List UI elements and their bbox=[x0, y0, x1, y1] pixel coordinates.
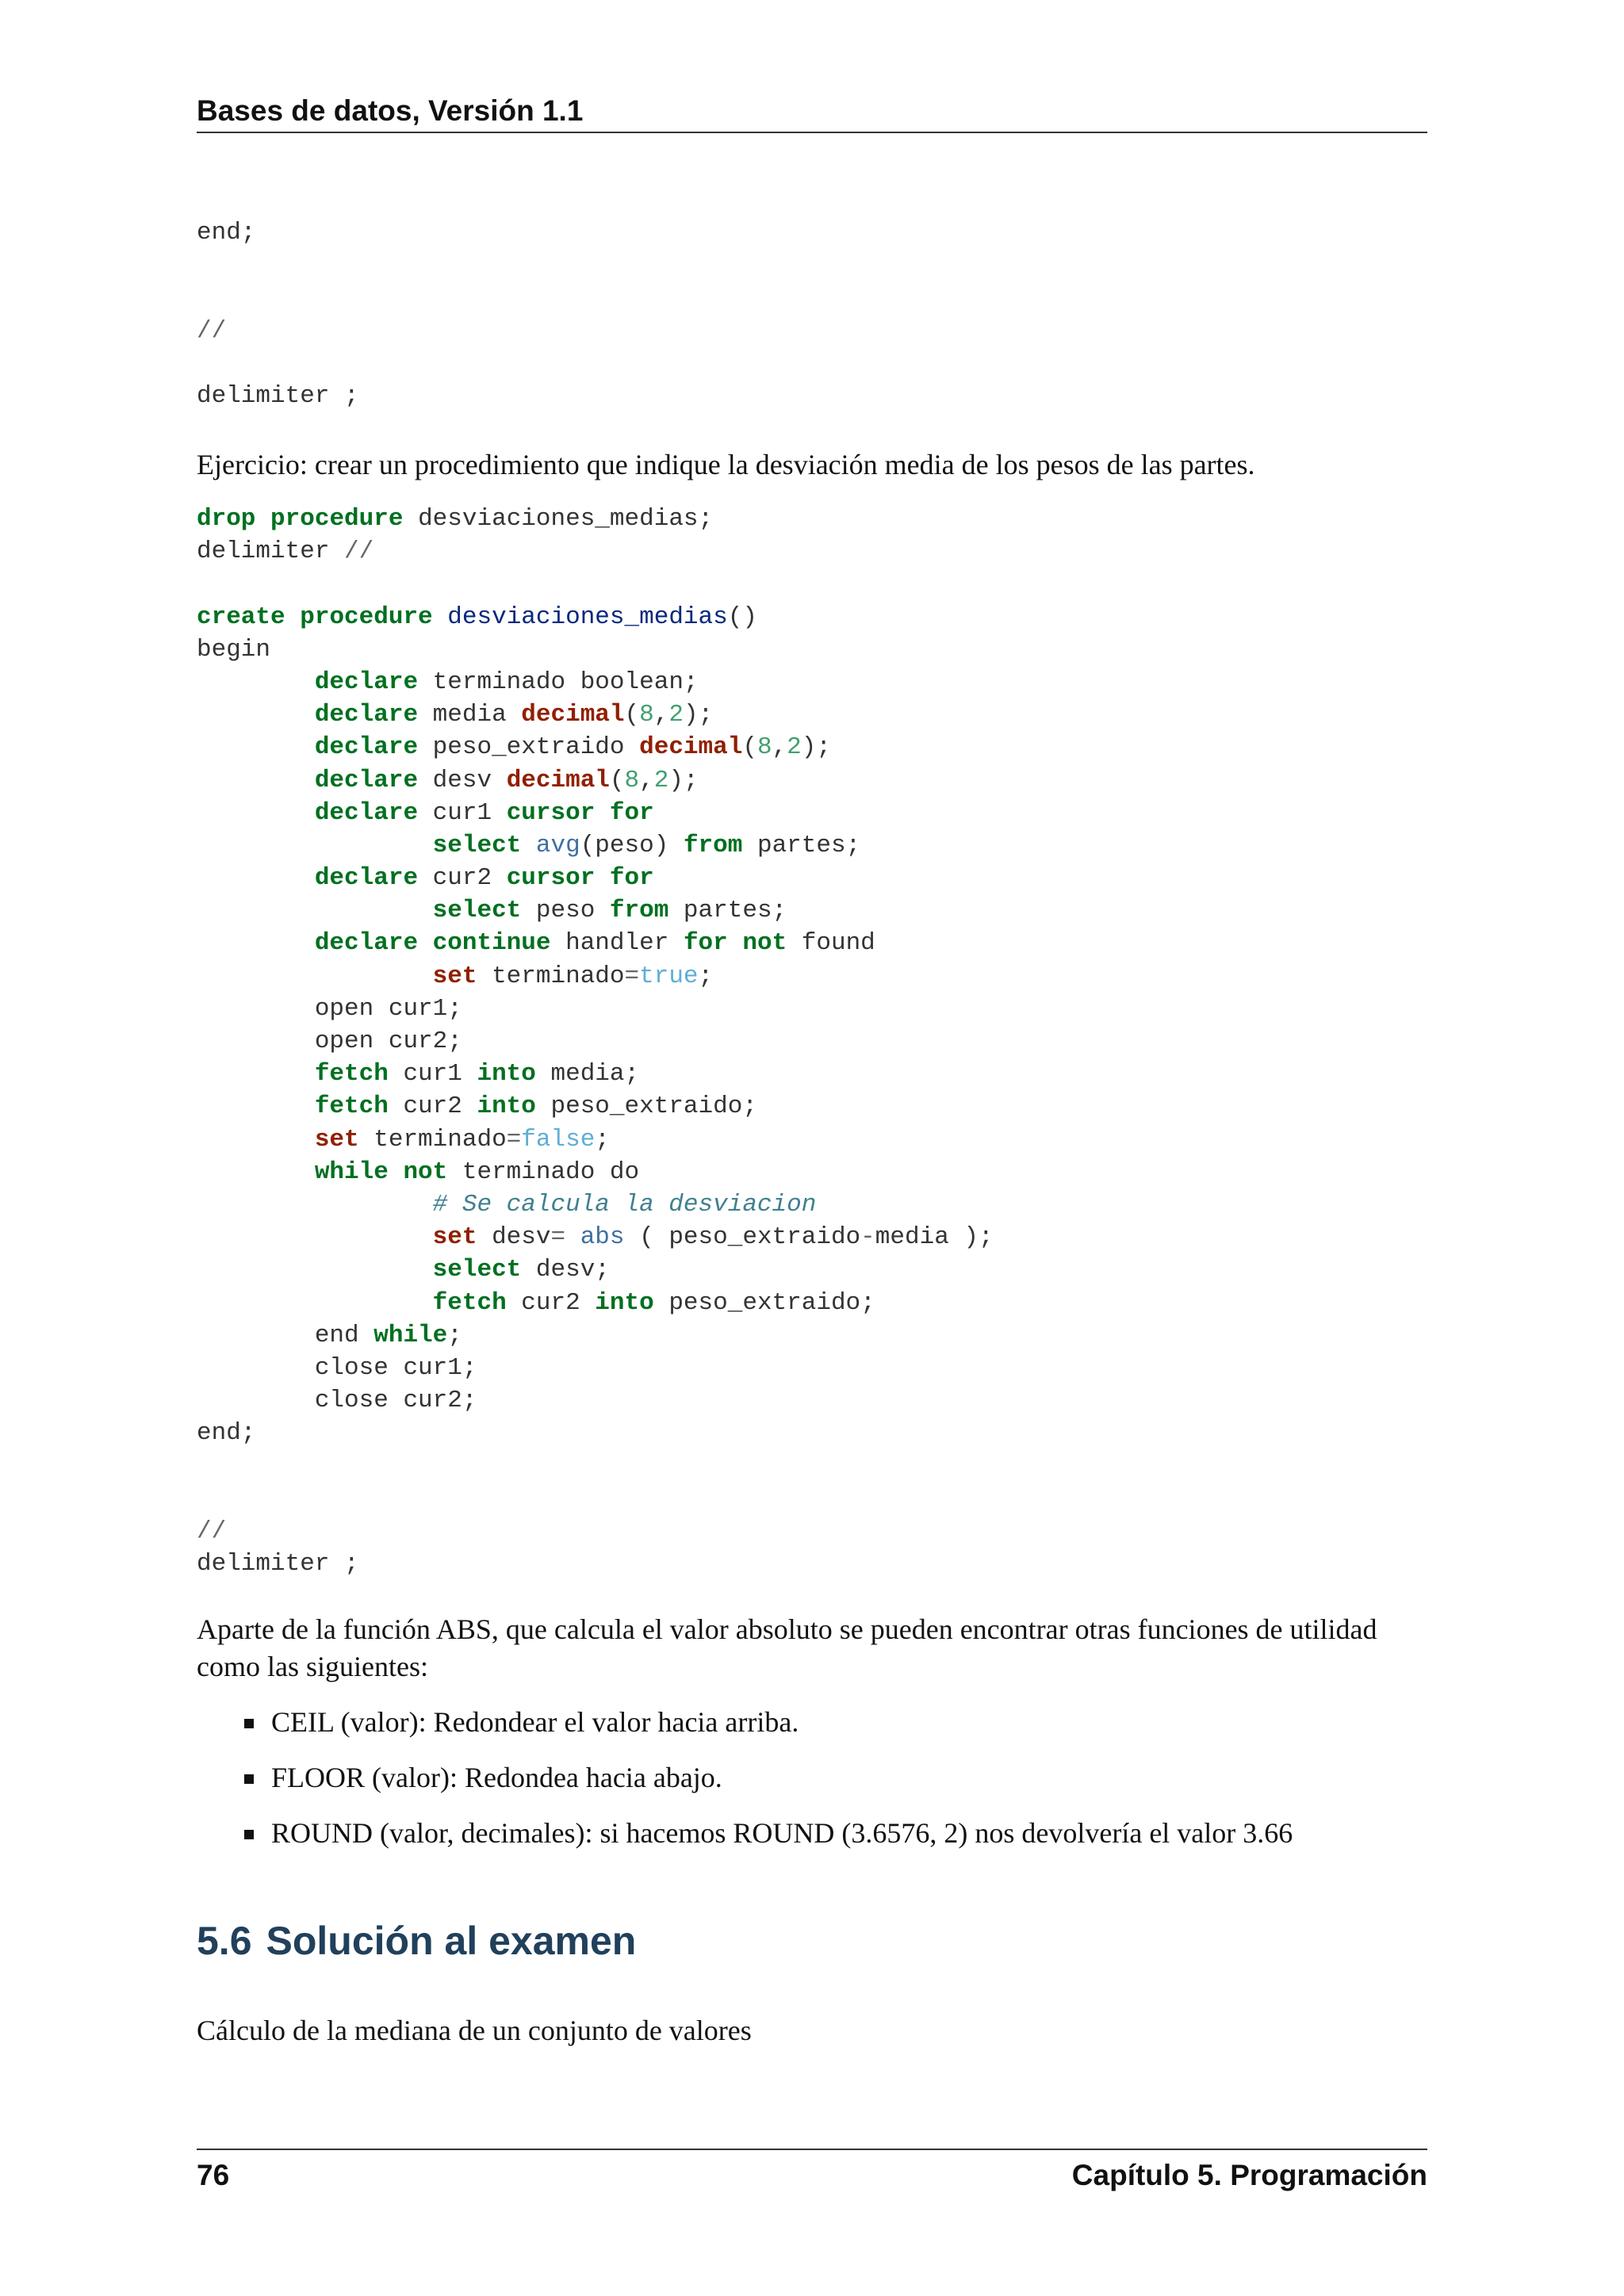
section-number: 5.6 bbox=[197, 1919, 252, 1963]
code-token: close cur1; bbox=[197, 1353, 477, 1382]
code-token: set bbox=[314, 1125, 359, 1154]
code-token: ); bbox=[801, 733, 831, 762]
code-token bbox=[595, 799, 610, 827]
code-token bbox=[197, 864, 315, 892]
code-line bbox=[197, 1515, 994, 1548]
code-token: 8 bbox=[639, 701, 654, 729]
section-heading bbox=[197, 1917, 636, 1965]
code-token: terminado bbox=[477, 962, 625, 990]
code-token: 2 bbox=[668, 701, 684, 729]
code-token bbox=[565, 1223, 580, 1251]
code-line bbox=[197, 1417, 994, 1449]
code-token bbox=[197, 668, 315, 696]
code-token bbox=[389, 1158, 404, 1186]
code-line bbox=[197, 666, 994, 698]
code-token: fetch bbox=[314, 1093, 389, 1121]
code-line bbox=[197, 1221, 994, 1253]
code-line bbox=[197, 1287, 994, 1319]
code-token: open cur1; bbox=[197, 994, 462, 1023]
code-token bbox=[197, 1256, 433, 1284]
code-token: continue bbox=[432, 929, 551, 958]
code-token: declare bbox=[314, 798, 419, 827]
code-token: ; bbox=[595, 1125, 610, 1154]
code-token: while bbox=[314, 1158, 389, 1186]
code-token: declare bbox=[314, 766, 419, 794]
code-token bbox=[197, 1060, 315, 1088]
code-token: delimiter bbox=[197, 538, 345, 566]
code-token: peso_extraido bbox=[418, 733, 640, 762]
code-token: from bbox=[683, 831, 743, 859]
code-token: true bbox=[639, 962, 699, 990]
code-line bbox=[197, 315, 359, 347]
code-token: ; bbox=[447, 1321, 462, 1349]
code-token: cur2 bbox=[506, 1288, 596, 1317]
code-line bbox=[197, 503, 994, 535]
code-token bbox=[197, 962, 433, 990]
code-token: desviaciones_medias; bbox=[403, 505, 714, 533]
code-block-top bbox=[197, 216, 359, 412]
code-token: = bbox=[506, 1125, 522, 1154]
code-line bbox=[197, 1384, 994, 1417]
code-token: peso_extraido; bbox=[653, 1288, 875, 1317]
code-token: for bbox=[609, 864, 654, 893]
code-token: media; bbox=[535, 1060, 640, 1089]
code-token: () bbox=[727, 603, 757, 631]
code-token: cur2 bbox=[388, 1093, 477, 1121]
code-token: false bbox=[521, 1125, 596, 1154]
code-token: ; bbox=[698, 962, 714, 990]
code-line bbox=[197, 1352, 994, 1384]
code-token bbox=[418, 929, 433, 957]
code-line bbox=[197, 1483, 994, 1515]
code-token: terminado boolean; bbox=[418, 668, 699, 696]
code-token: 2 bbox=[787, 733, 802, 762]
code-token bbox=[197, 1289, 433, 1317]
paragraph-abs: Aparte de la función ABS, que calcula el valor absoluto se pueden encontrar otras funciones de utilidad como las siguientes: bbox=[197, 1613, 1377, 1682]
code-token: peso_extraido; bbox=[535, 1093, 757, 1121]
code-token: terminado bbox=[358, 1125, 507, 1154]
code-token: select bbox=[432, 897, 522, 925]
code-token: drop bbox=[197, 505, 256, 533]
code-token: select bbox=[432, 1256, 522, 1284]
list-item-round: ROUND (valor, decimales): si hacemos ROUND (3.6576, 2) nos devolvería el valor 3.66 bbox=[197, 1815, 1427, 1870]
code-token: found bbox=[787, 929, 875, 958]
code-token: from bbox=[609, 897, 669, 925]
code-token: procedure bbox=[270, 505, 404, 533]
code-line bbox=[197, 380, 359, 412]
code-token: declare bbox=[314, 864, 419, 893]
code-token: set bbox=[432, 962, 477, 990]
code-token bbox=[197, 897, 433, 924]
code-token: (peso) bbox=[580, 831, 684, 859]
code-line bbox=[197, 1025, 994, 1058]
code-token: decimal bbox=[521, 701, 625, 729]
list-item-floor: FLOOR (valor): Redondea hacia abajo. bbox=[197, 1759, 1427, 1815]
code-token: avg bbox=[535, 831, 580, 859]
code-token: decimal bbox=[639, 733, 743, 762]
code-token: // bbox=[197, 316, 227, 345]
code-token: peso bbox=[521, 897, 610, 925]
code-line bbox=[197, 797, 994, 829]
code-line bbox=[197, 1123, 994, 1156]
code-token: cur1 bbox=[418, 798, 507, 827]
code-line bbox=[197, 960, 994, 993]
code-token bbox=[197, 767, 315, 794]
code-token: - bbox=[860, 1223, 875, 1252]
code-token: declare bbox=[314, 668, 419, 696]
code-token: not bbox=[403, 1158, 448, 1186]
code-line bbox=[197, 1058, 994, 1090]
code-token: end; bbox=[197, 1419, 256, 1448]
header-title: Bases de datos, Versión 1.1 bbox=[197, 94, 584, 127]
code-token bbox=[197, 1191, 433, 1219]
code-line bbox=[197, 1156, 994, 1188]
code-token: desv; bbox=[521, 1256, 610, 1284]
code-token bbox=[197, 1223, 433, 1251]
code-token: into bbox=[477, 1060, 536, 1089]
code-token: while bbox=[373, 1321, 448, 1349]
code-token: procedure bbox=[300, 603, 433, 631]
code-line bbox=[197, 1253, 994, 1286]
code-line bbox=[197, 1449, 994, 1482]
code-token bbox=[197, 1126, 315, 1154]
function-list bbox=[197, 1704, 1427, 1870]
code-token: delimiter ; bbox=[197, 381, 359, 410]
code-token bbox=[197, 929, 315, 957]
code-token bbox=[197, 733, 315, 761]
code-token: ); bbox=[683, 701, 714, 729]
code-line bbox=[197, 829, 994, 862]
code-token bbox=[521, 832, 536, 859]
code-token bbox=[197, 701, 315, 729]
code-token: close cur2; bbox=[197, 1387, 477, 1415]
code-token: into bbox=[595, 1288, 654, 1317]
code-token bbox=[285, 603, 301, 631]
code-line bbox=[197, 1188, 994, 1221]
code-line bbox=[197, 281, 359, 314]
code-token: create bbox=[197, 603, 285, 631]
code-line bbox=[197, 862, 994, 894]
code-token: declare bbox=[314, 929, 419, 958]
code-token: for bbox=[609, 798, 654, 827]
code-token bbox=[197, 799, 315, 827]
code-token: not bbox=[742, 929, 787, 958]
code-token: set bbox=[432, 1223, 477, 1252]
code-token bbox=[433, 603, 448, 631]
code-line bbox=[197, 601, 994, 633]
code-token: ( bbox=[624, 701, 640, 729]
code-token: desv bbox=[418, 766, 507, 794]
code-token: begin bbox=[197, 635, 271, 664]
code-line bbox=[197, 216, 359, 249]
code-token bbox=[255, 505, 270, 533]
code-line bbox=[197, 1090, 994, 1123]
running-header bbox=[197, 94, 1427, 133]
code-token: , bbox=[639, 766, 654, 794]
code-line bbox=[197, 347, 359, 380]
code-token: 8 bbox=[624, 766, 640, 794]
code-token: media bbox=[418, 701, 522, 729]
bullet-icon bbox=[244, 1719, 254, 1728]
code-line bbox=[197, 249, 359, 281]
code-token: // bbox=[197, 1517, 227, 1545]
code-token: cur2 bbox=[418, 864, 507, 893]
code-line bbox=[197, 633, 994, 666]
code-token: partes; bbox=[742, 831, 861, 859]
code-token: fetch bbox=[432, 1288, 507, 1317]
code-token: delimiter ; bbox=[197, 1550, 359, 1578]
code-line bbox=[197, 698, 994, 731]
code-token: 8 bbox=[756, 733, 772, 762]
bullet-icon bbox=[244, 1774, 254, 1784]
list-item-ceil: CEIL (valor): Redondear el valor hacia arriba. bbox=[197, 1704, 1427, 1759]
code-line bbox=[197, 764, 994, 797]
code-token bbox=[728, 929, 743, 957]
code-line bbox=[197, 894, 994, 927]
code-token bbox=[197, 1093, 315, 1120]
code-token: , bbox=[772, 733, 787, 762]
code-token: = bbox=[550, 1223, 566, 1252]
code-token bbox=[197, 832, 433, 859]
code-token: handler bbox=[550, 929, 684, 958]
page-number: 76 bbox=[197, 2159, 230, 2191]
code-token bbox=[595, 864, 610, 892]
code-line bbox=[197, 535, 994, 568]
code-token: ( bbox=[742, 733, 757, 762]
code-token: ( bbox=[609, 766, 625, 794]
code-token: for bbox=[683, 929, 728, 958]
code-line bbox=[197, 1319, 994, 1352]
code-token: decimal bbox=[506, 766, 610, 794]
code-token: fetch bbox=[314, 1060, 389, 1089]
code-token: cursor bbox=[506, 864, 596, 893]
code-token: select bbox=[432, 831, 522, 859]
bullet-icon bbox=[244, 1830, 254, 1839]
paragraph-median: Cálculo de la mediana de un conjunto de valores bbox=[197, 2015, 752, 2046]
code-token: declare bbox=[314, 701, 419, 729]
code-token: abs bbox=[580, 1223, 625, 1252]
paragraph-exercise: Ejercicio: crear un procedimiento que indique la desviación media de los pesos de las partes. bbox=[197, 449, 1255, 480]
code-token: partes; bbox=[668, 897, 787, 925]
chapter-title: Capítulo 5. Programación bbox=[1071, 2159, 1427, 2191]
code-token: , bbox=[653, 701, 669, 729]
code-token: = bbox=[624, 962, 640, 990]
code-token: # Se calcula la desviacion bbox=[432, 1190, 817, 1219]
code-token: desv bbox=[477, 1223, 551, 1252]
code-line bbox=[197, 1548, 994, 1580]
code-token: open cur2; bbox=[197, 1027, 462, 1055]
code-token bbox=[197, 1158, 315, 1186]
page-footer bbox=[197, 2149, 1427, 2193]
code-line bbox=[197, 731, 994, 763]
code-token: // bbox=[344, 538, 374, 566]
code-line bbox=[197, 993, 994, 1025]
code-token: cur1 bbox=[388, 1060, 477, 1089]
code-token: cursor bbox=[506, 798, 596, 827]
code-token: ( peso_extraido bbox=[624, 1223, 861, 1252]
code-token: end bbox=[197, 1321, 374, 1349]
code-token: into bbox=[477, 1093, 536, 1121]
section-title-text: Solución al examen bbox=[266, 1919, 637, 1963]
code-token: end; bbox=[197, 219, 256, 247]
code-token: desviaciones_medias bbox=[447, 603, 728, 631]
code-line bbox=[197, 927, 994, 959]
code-line bbox=[197, 568, 994, 600]
code-token: ); bbox=[668, 766, 699, 794]
code-token: media ); bbox=[875, 1223, 994, 1252]
code-token: declare bbox=[314, 733, 419, 762]
code-block-procedure bbox=[197, 503, 994, 1580]
code-token: terminado do bbox=[447, 1158, 640, 1186]
code-token: 2 bbox=[653, 766, 669, 794]
